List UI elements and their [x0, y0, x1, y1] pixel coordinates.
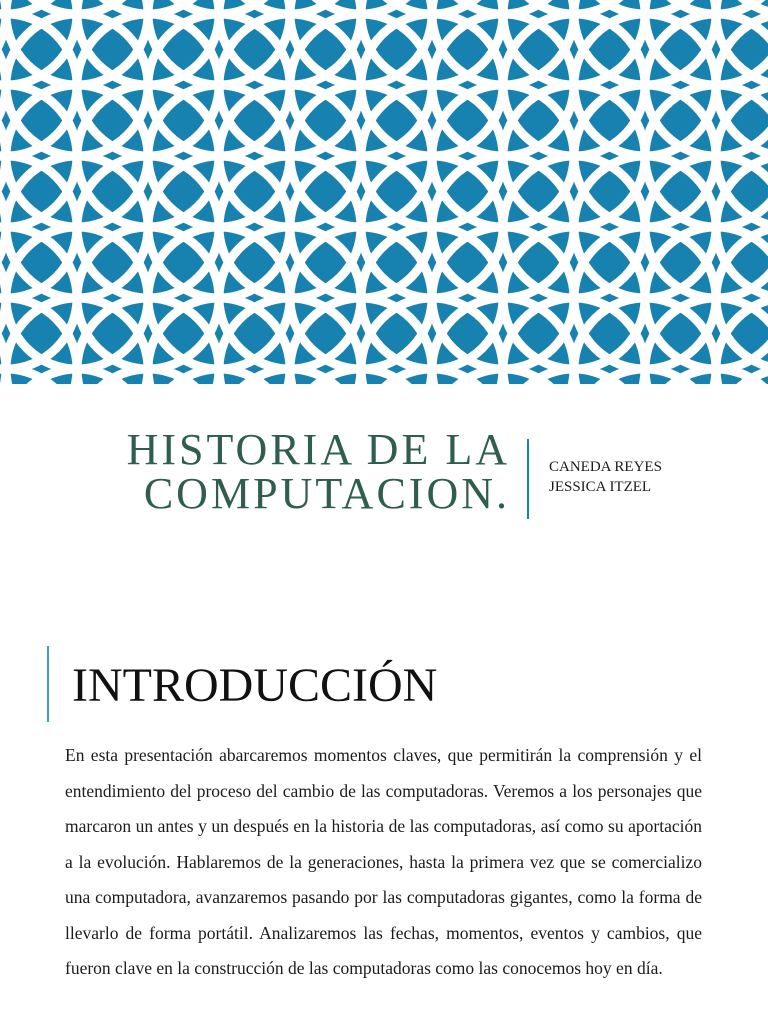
cover-pattern-banner: [0, 0, 768, 384]
author-line-2: JESSICA ITZEL: [549, 479, 652, 495]
intro-heading: INTRODUCCIÓN: [72, 659, 438, 712]
author-line-1: CANEDA REYES: [549, 459, 662, 475]
author-name: [549, 457, 662, 497]
title-line-2: COMPUTACION.: [143, 469, 510, 518]
interlocking-circles-pattern: [0, 0, 768, 384]
title-divider: [527, 439, 529, 519]
intro-accent-bar: [47, 646, 49, 722]
presentation-title: [126, 425, 510, 518]
cover-title-block: [0, 384, 768, 584]
title-line-1: HISTORIA DE LA: [126, 425, 510, 474]
intro-paragraph: En esta presentación abarcaremos momentos claves, que permitirán la comprensión y el entendimiento del proceso del cambio de las computadoras. Veremos a los personajes que marcaron un antes y un después en la historia de las computadoras, así como su aportación a la evolución. Hablaremos de la generaciones, hasta la primera vez que se comercializo una computadora, avanzaremos pasando por las computadoras gigantes, como la forma de llevarlo de forma portátil. Analizaremos las fechas, momentos, eventos y cambios, que fueron clave en la construcción de las computadoras como las conocemos hoy en día.: [65, 745, 702, 978]
